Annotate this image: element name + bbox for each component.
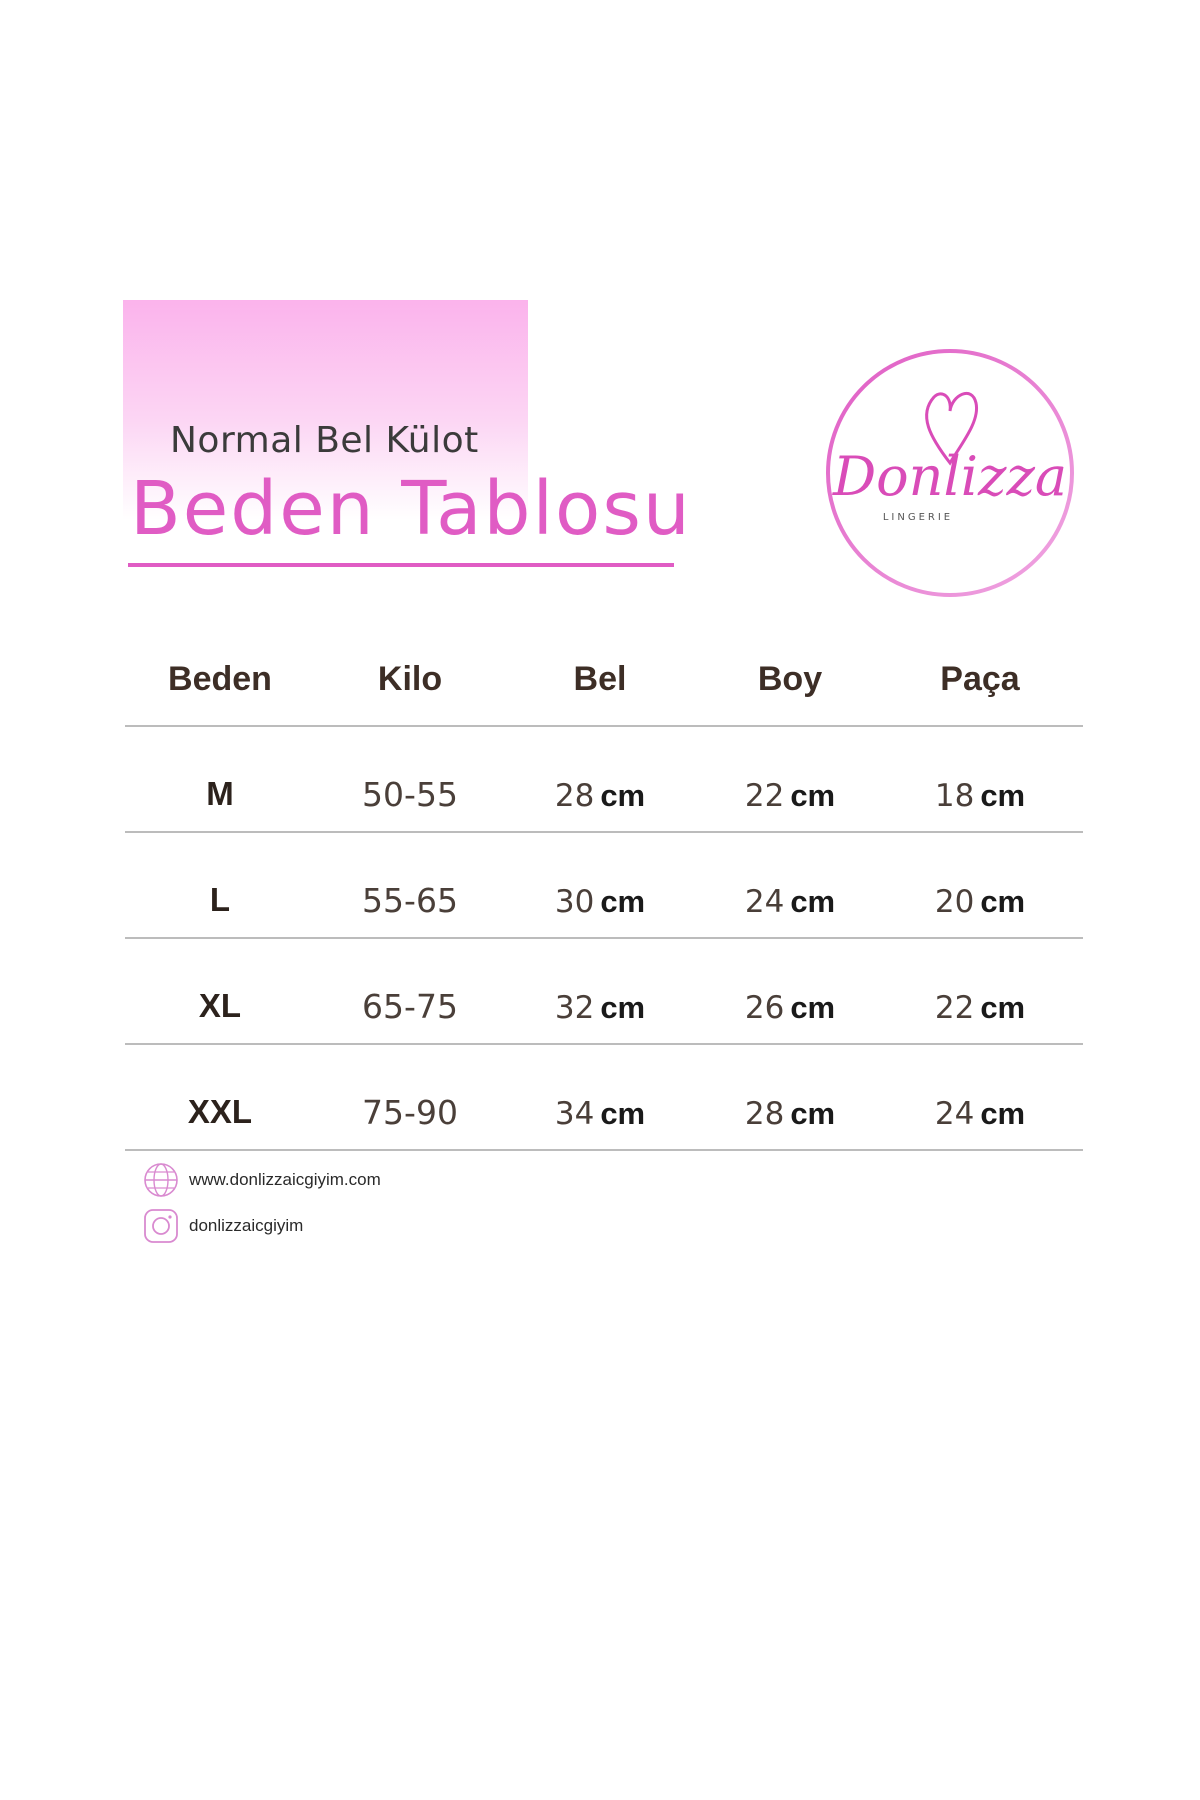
instagram-handle[interactable]: donlizzaicgiyim — [189, 1216, 304, 1235]
page-title: Beden Tablosu — [130, 466, 692, 552]
table-header-row — [125, 620, 1083, 725]
boy-cell: 22 cm — [744, 778, 836, 814]
globe-icon — [143, 1162, 179, 1198]
boy-cell: 26 cm — [744, 990, 836, 1026]
table-row — [125, 727, 1083, 831]
column-header-beden: Beden — [168, 660, 272, 698]
brand-logo — [822, 345, 1078, 601]
brand-name: Donlizza — [832, 445, 1068, 508]
contact-instagram[interactable] — [143, 1208, 303, 1244]
table-row — [125, 1045, 1083, 1149]
size-cell: L — [209, 881, 231, 918]
kilo-cell: 65-75 — [362, 987, 458, 1026]
bel-cell: 30 cm — [554, 884, 646, 920]
chart-subtitle: Normal Bel Külot — [170, 420, 479, 461]
column-header-bel: Bel — [573, 660, 627, 698]
boy-cell: 28 cm — [744, 1096, 836, 1132]
size-cell: M — [206, 775, 234, 812]
title-underline — [128, 563, 674, 567]
column-header-kilo: Kilo — [377, 660, 443, 698]
paca-cell: 24 cm — [934, 1096, 1026, 1132]
size-cell: XL — [198, 987, 242, 1024]
contact-website[interactable] — [143, 1162, 381, 1198]
bel-cell: 34 cm — [554, 1096, 646, 1132]
boy-cell: 24 cm — [744, 884, 836, 920]
website-link[interactable]: www.donlizzaicgiyim.com — [189, 1170, 381, 1189]
bel-cell: 32 cm — [554, 990, 646, 1026]
kilo-cell: 55-65 — [362, 881, 458, 920]
size-table — [125, 620, 1083, 1151]
table-divider — [125, 1149, 1083, 1151]
brand-tagline: LINGERIE — [882, 512, 954, 523]
column-header-paca: Paça — [940, 660, 1020, 698]
bel-cell: 28 cm — [554, 778, 646, 814]
kilo-cell: 50-55 — [362, 775, 458, 814]
paca-cell: 22 cm — [934, 990, 1026, 1026]
instagram-icon — [143, 1208, 179, 1244]
paca-cell: 20 cm — [934, 884, 1026, 920]
table-row — [125, 833, 1083, 937]
column-header-boy: Boy — [757, 660, 823, 698]
paca-cell: 18 cm — [934, 778, 1026, 814]
size-cell: XXL — [187, 1093, 253, 1130]
kilo-cell: 75-90 — [362, 1093, 458, 1132]
table-row — [125, 939, 1083, 1043]
